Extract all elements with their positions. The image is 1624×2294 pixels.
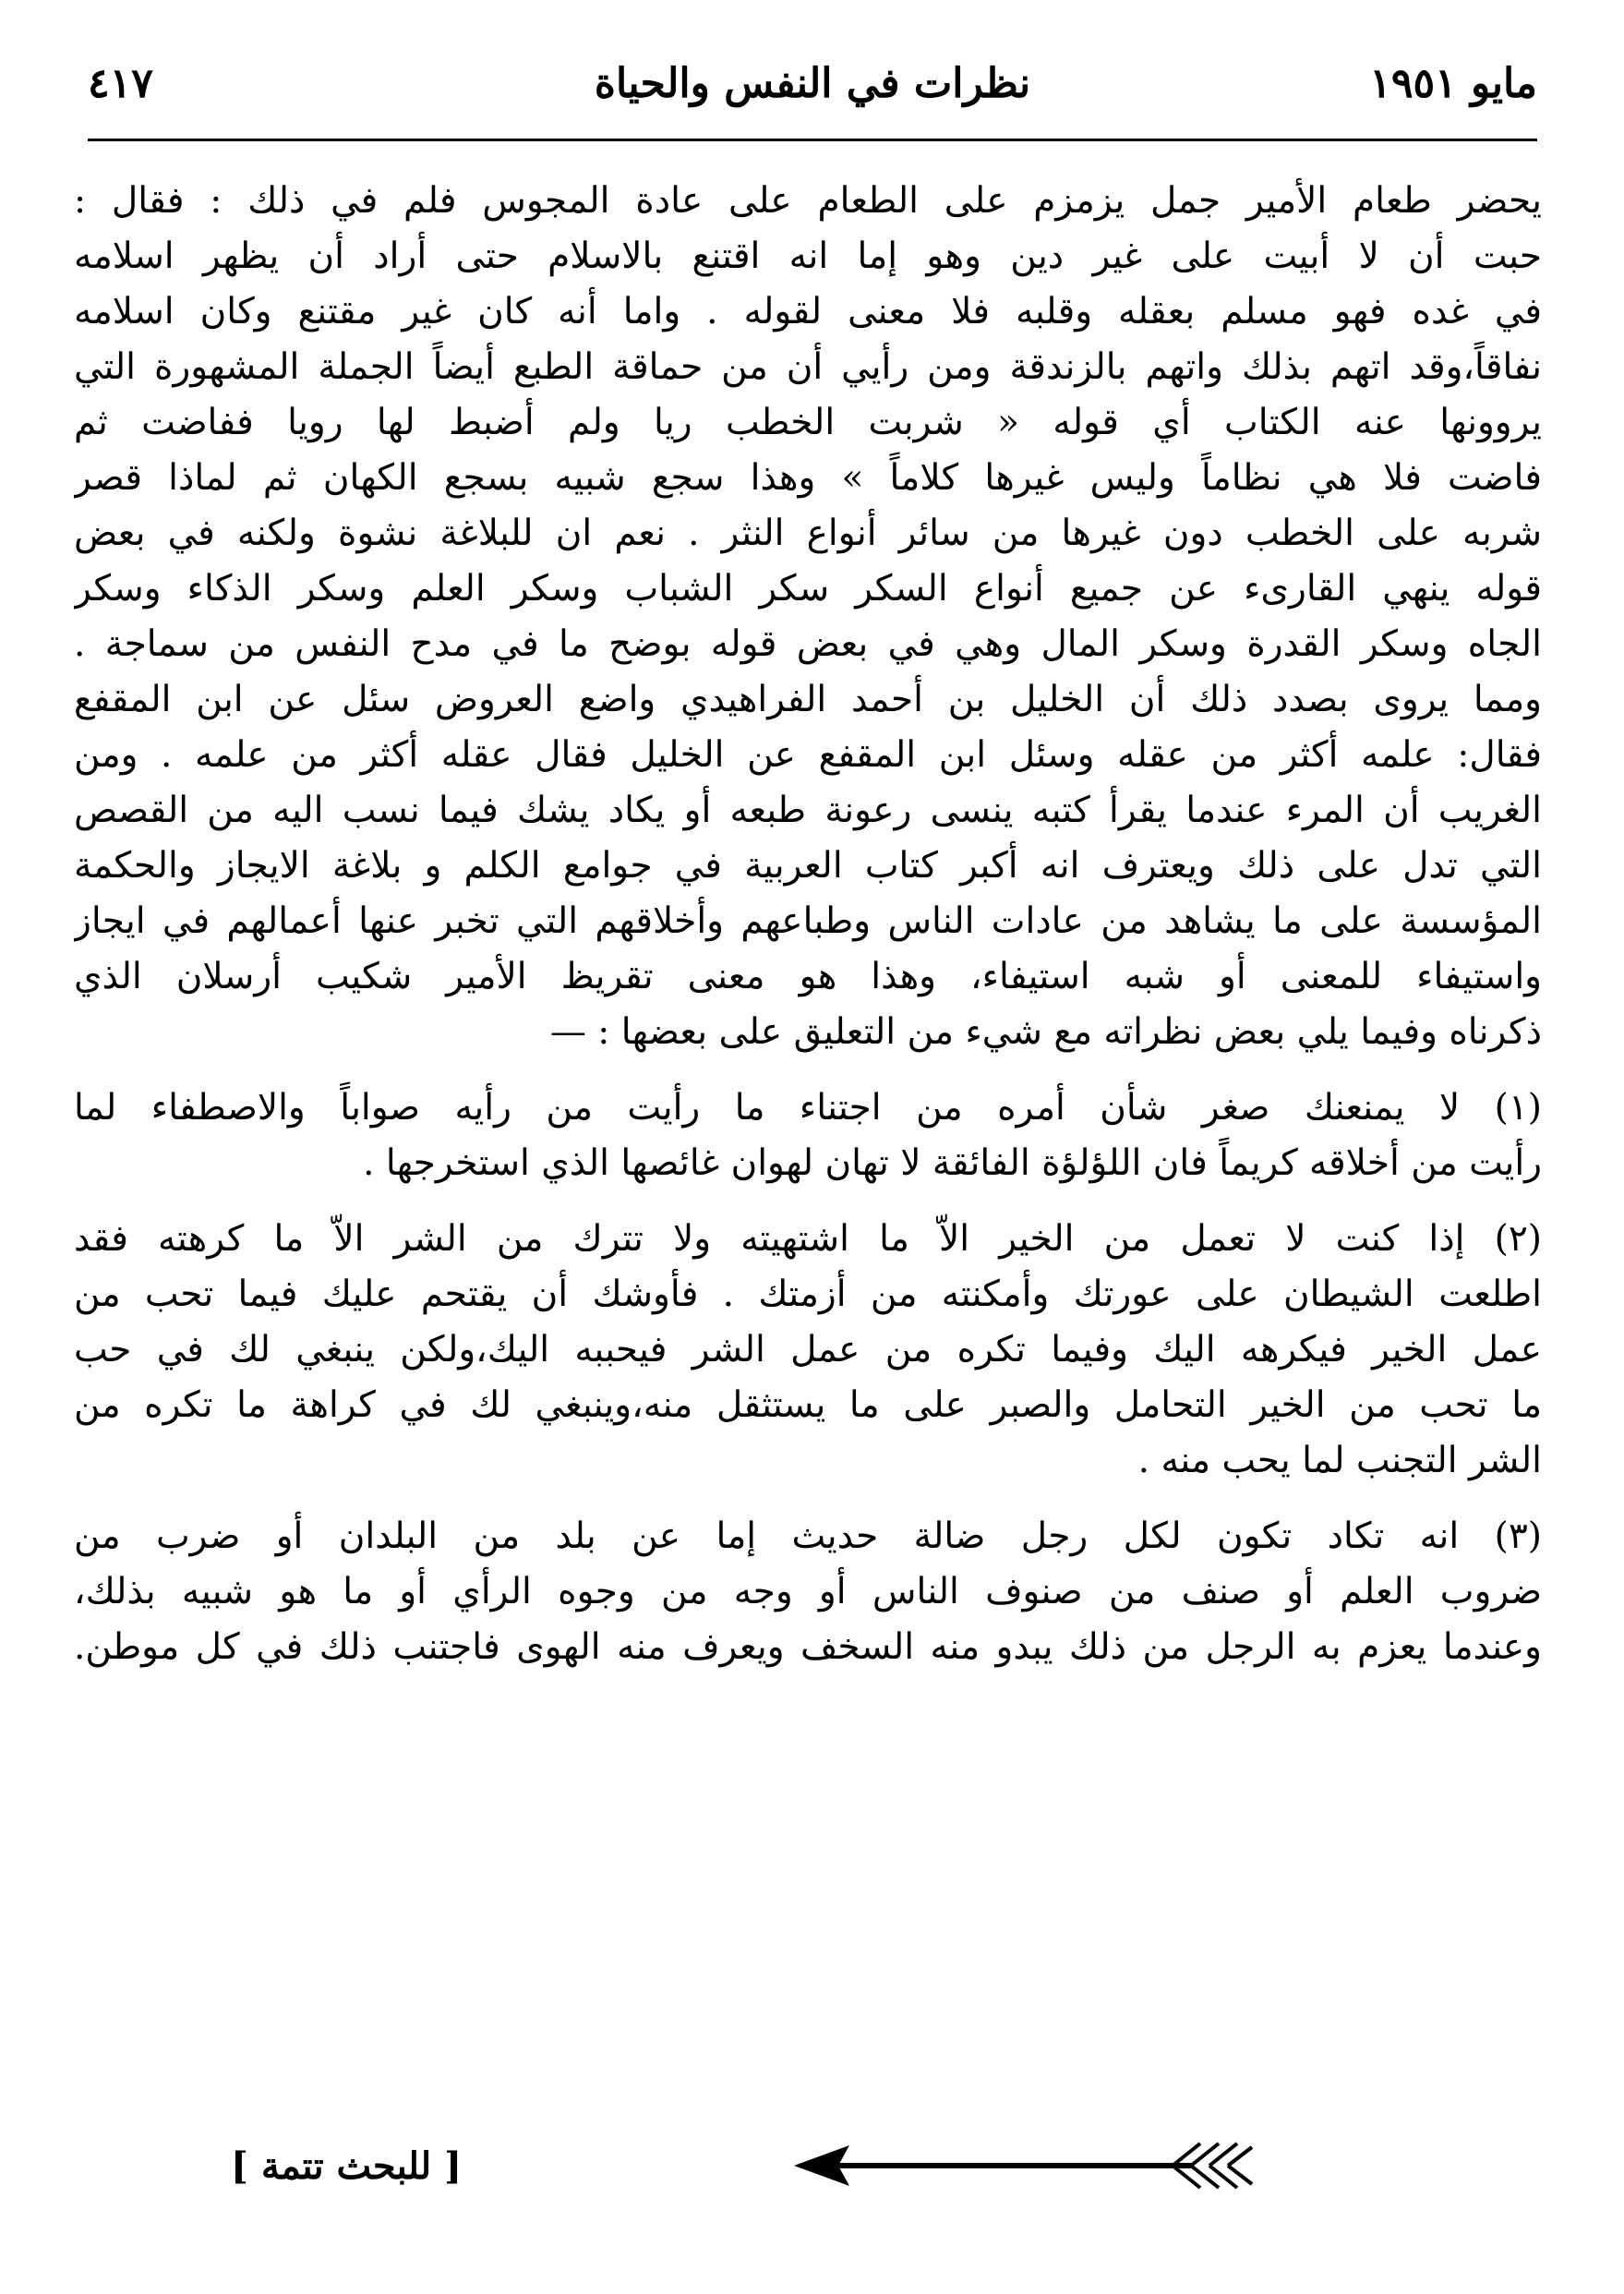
text-line: الغريب أن المرء عندما يقرأ كتبه ينسى رعونة طبعه أو يكاد يشك فيما نسب اليه من القصص: [74, 790, 1542, 831]
text-line: حبت أن لا أبيت على غير دين وهو إما انه اقتنع بالاسلام حتى أراد أن يظهر اسلامه: [74, 235, 1542, 277]
text-line: ذكرناه وفيما يلي بعض نظراته مع شيء من التعليق على بعضها : —: [549, 1011, 1542, 1053]
text-line: التي تدل على ذلك ويعترف انه أكبر كتاب العربية في جوامع الكلم و بلاغة الايجاز والحكمة: [74, 845, 1542, 887]
text-line: فاضت فلا هي نظاماً وليس غيرها كلاماً » وهذا سجع شبيه بسجع الكهان ثم لماذا قصر: [74, 457, 1542, 499]
text-line: عمل الخير فيكرهه اليك وفيما تكره من عمل الشر فيحببه اليك،ولكن ينبغي لك في حب: [74, 1329, 1542, 1370]
page-number: ٤١٧: [88, 59, 153, 107]
header-title: نظرات في النفس والحياة: [594, 59, 1031, 107]
text-line: اطلعت الشيطان على عورتك وأمكنته من أزمتك . فأوشك أن يقتحم عليك فيما تحب من: [74, 1274, 1542, 1315]
continued-label: [ للبحث تتمة ]: [231, 2143, 462, 2188]
header-date: مايو ١٩٥١: [1369, 59, 1537, 107]
article-body: [74, 174, 1542, 1675]
left-arrow-icon: [794, 2138, 1256, 2193]
header-divider: [88, 139, 1537, 141]
text-line: (٢) إذا كنت لا تعمل من الخير الاّ ما اشتهيته ولا تترك من الشر الاّ ما كرهته فقد: [74, 1218, 1542, 1260]
page-header: [88, 51, 1537, 115]
paragraph-saying-2: [74, 1212, 1542, 1489]
text-line: في غده فهو مسلم بعقله وقلبه فلا معنى لقوله . واما أنه كان غير مقتنع وكان اسلامه: [74, 291, 1542, 332]
text-line: المؤسسة على ما يشاهد من عادات الناس وطباعهم وأخلاقهم التي تخبر عنها أعمالهم في ايجاز: [74, 900, 1542, 942]
paragraph-saying-3: [74, 1509, 1542, 1675]
text-line: نفاقاً،وقد اتهم بذلك واتهم بالزندقة ومن رأيي أن من حماقة الطبع أيضاً الجملة المشهورة التي: [74, 346, 1542, 388]
text-line: ما تحب من الخير التحامل والصبر على ما يستثقل منه،وينبغي لك في كراهة ما تكره من: [74, 1384, 1542, 1426]
page-footer: [231, 2129, 1256, 2203]
text-line: الشر التجنب لما يحب منه .: [1137, 1440, 1542, 1481]
text-line: شربه على الخطب دون غيرها من سائر أنواع النثر . نعم ان للبلاغة نشوة ولكنه في بعض: [74, 513, 1542, 554]
text-line: واستيفاء للمعنى أو شبه استيفاء، وهذا هو معنى تقريظ الأمير شكيب أرسلان الذي: [74, 956, 1542, 997]
paragraph-intro: [74, 174, 1542, 1060]
text-line: (١) لا يمنعنك صغر شأن أمره من اجتناء ما رأيت من رأيه صواباً والاصطفاء لما: [74, 1087, 1542, 1129]
text-line: الجاه وسكر القدرة وسكر المال وهي في بعض قوله بوضح ما في مدح النفس من سماجة .: [74, 623, 1542, 665]
text-line: رأيت من أخلاقه كريماً فان اللؤلؤة الفائقة لا تهان لهوان غائصها الذي استخرجها .: [363, 1142, 1542, 1184]
paragraph-saying-1: [74, 1081, 1542, 1191]
text-line: وعندما يعزم به الرجل من ذلك يبدو منه السخف ويعرف منه الهوى فاجتنب ذلك في كل موطن.: [74, 1626, 1542, 1668]
text-line: ضروب العلم أو صنف من صنوف الناس أو وجه من وجوه الرأي أو ما هو شبيه بذلك،: [74, 1571, 1542, 1612]
text-line: (٣) انه تكاد تكون لكل رجل ضالة حديث إما عن بلد من البلدان أو ضرب من: [74, 1515, 1542, 1557]
text-line: قوله ينهي القارىء عن جميع أنواع السكر سكر الشباب وسكر العلم وسكر الذكاء وسكر: [74, 568, 1542, 610]
text-line: ومما يروى بصدد ذلك أن الخليل بن أحمد الفراهيدي واضع العروض سئل عن ابن المقفع: [74, 679, 1542, 720]
text-line: يحضر طعام الأمير جمل يزمزم على الطعام على عادة المجوس فلم في ذلك : فقال :: [74, 180, 1542, 222]
text-line: يروونها عنه الكتاب أي قوله « شربت الخطب ريا ولم أضبط لها رويا ففاضت ثم: [74, 402, 1542, 443]
text-line: فقال: علمه أكثر من عقله وسئل ابن المقفع عن الخليل فقال عقله أكثر من علمه . ومن: [74, 734, 1542, 776]
